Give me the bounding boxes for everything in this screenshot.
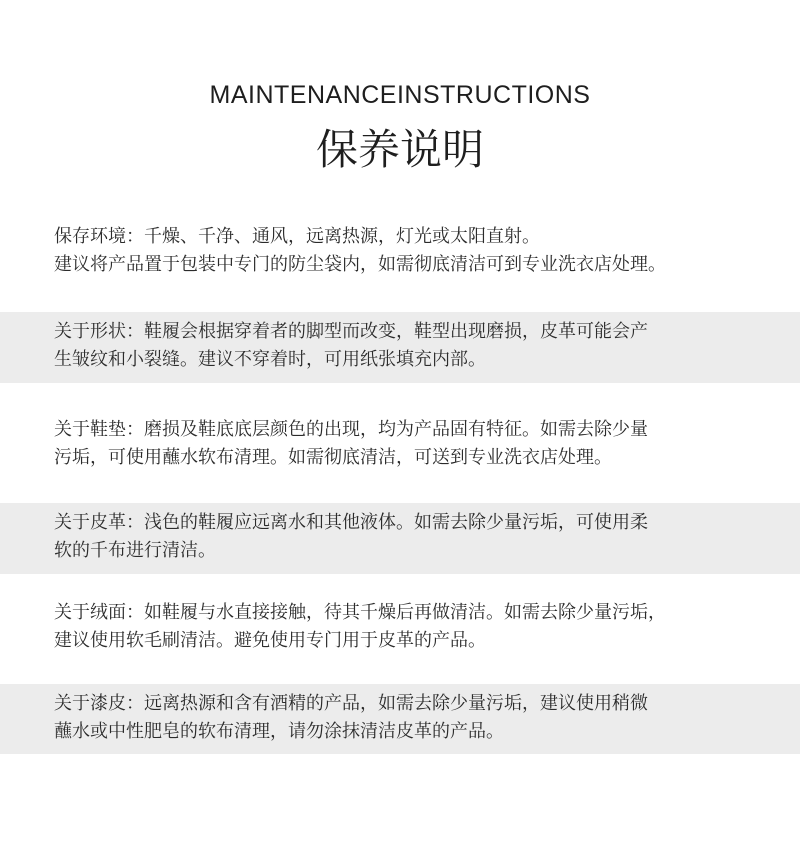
section-line: 关于漆皮：远离热源和含有酒精的产品，如需去除少量污垢，建议使用稍微: [54, 693, 648, 714]
section-leather: [0, 503, 800, 574]
section-line: 蘸水或中性肥皂的软布清理，请勿涂抹清洁皮革的产品。: [54, 721, 504, 742]
title-chinese: 保养说明: [315, 125, 484, 174]
section-line: 建议将产品置于包装中专门的防尘袋内，如需彻底清洁可到专业洗衣店处理。: [54, 254, 666, 275]
section-line: 污垢，可使用蘸水软布清理。如需彻底清洁，可送到专业洗衣店处理。: [54, 447, 612, 468]
section-line: 建议使用软毛刷清洁。避免使用专门用于皮革的产品。: [54, 630, 486, 651]
section-line: 关于鞋垫：磨损及鞋底底层颜色的出现，均为产品固有特征。如需去除少量: [54, 419, 648, 440]
section-line: 关于绒面：如鞋履与水直接接触，待其千燥后再做清洁。如需去除少量污垢，: [54, 602, 666, 623]
section-line: 生皱纹和小裂缝。建议不穿着时，可用纸张填充内部。: [54, 349, 486, 370]
section-storage-environment: [0, 220, 800, 282]
section-line: 保存环境：千燥、千净、通风，远离热源，灯光或太阳直射。: [54, 226, 540, 247]
section-insole: [0, 415, 800, 477]
section-line: 软的千布进行清洁。: [54, 540, 216, 561]
section-shape: [0, 312, 800, 383]
section-line: 关于皮革：浅色的鞋履应远离水和其他液体。如需去除少量污垢，可使用柔: [54, 512, 648, 533]
section-patent-leather: [0, 684, 800, 754]
section-suede: [0, 598, 800, 660]
title-english: MAINTENANCEINSTRUCTIONS: [209, 81, 591, 109]
section-line: 关于形状：鞋履会根据穿着者的脚型而改变，鞋型出现磨损，皮革可能会产: [54, 321, 648, 342]
